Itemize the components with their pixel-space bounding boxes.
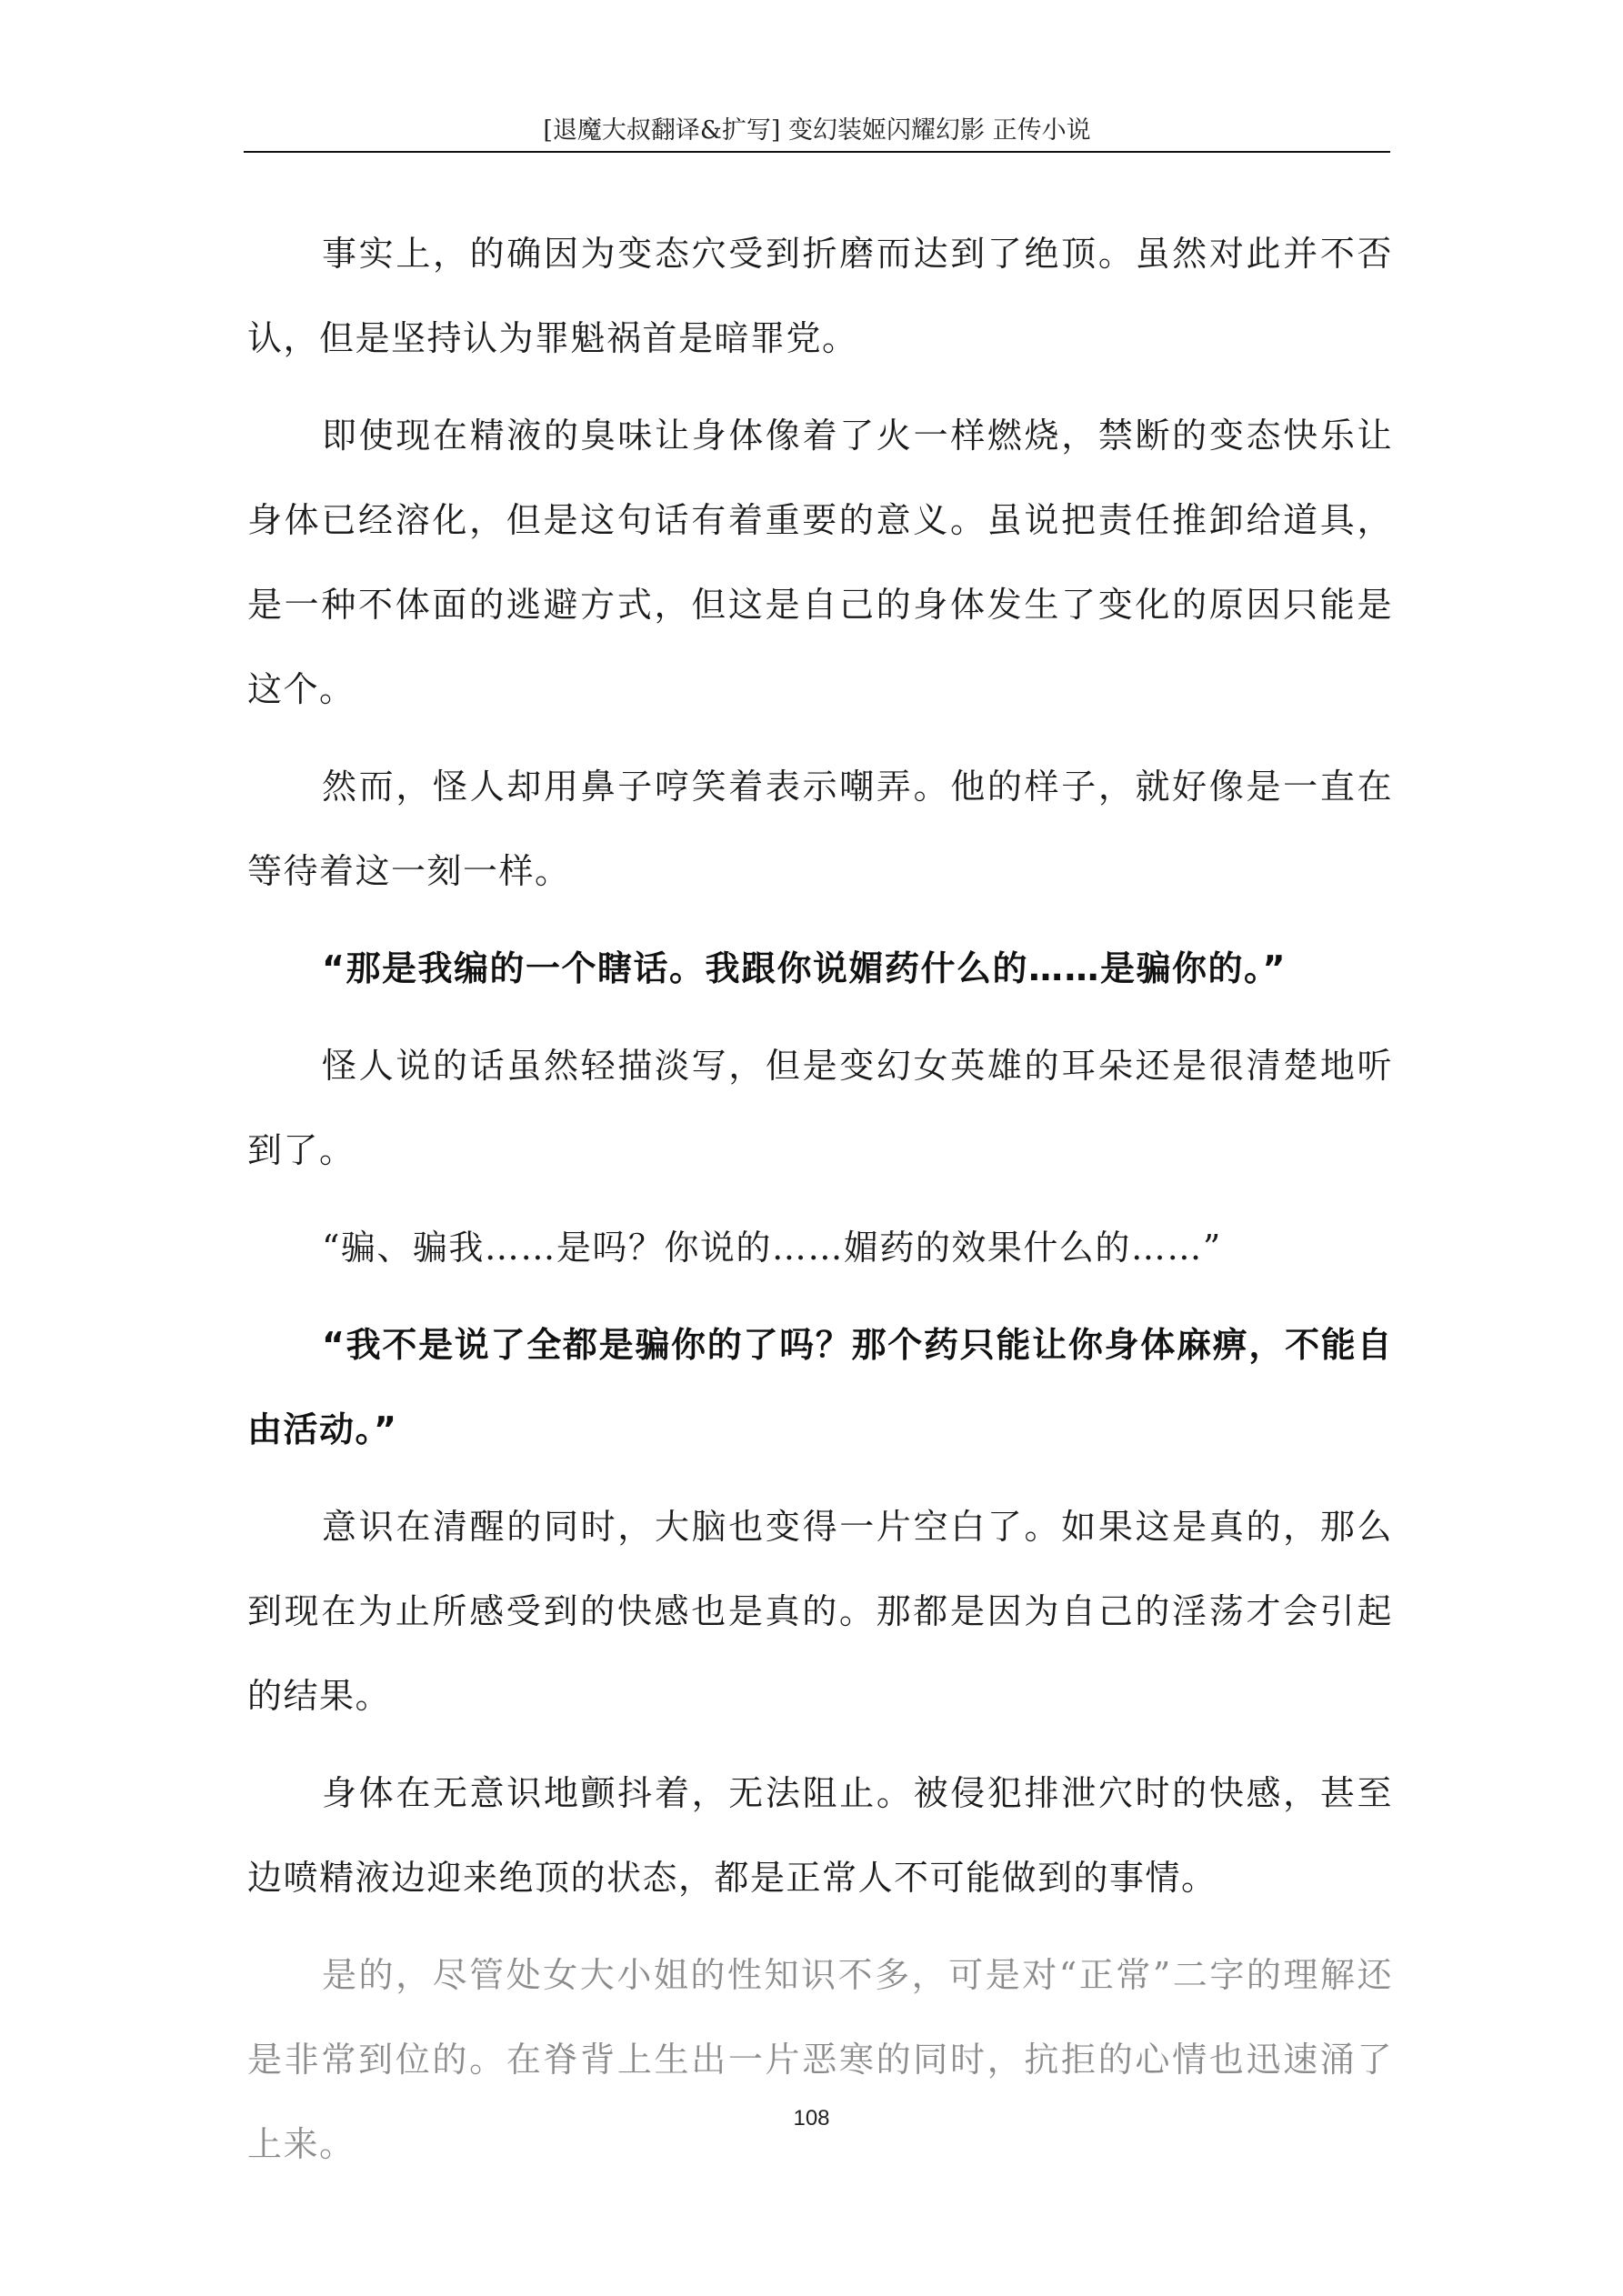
paragraph: 然而，怪人却用鼻子哼笑着表示嘲弄。他的样子，就好像是一直在等待着这一刻一样。 <box>247 767 1393 891</box>
paragraph: 怪人说的话虽然轻描淡写，但是变幻女英雄的耳朵还是很清楚地听到了。 <box>247 1046 1393 1170</box>
page-number: 108 <box>793 2106 830 2131</box>
paragraph: 事实上，的确因为变态穴受到折磨而达到了绝顶。虽然对此并不否认，但是坚持认为罪魁祸首是暗罪党。 <box>247 234 1393 358</box>
paragraph-gray: 是的，尽管处女大小姐的性知识不多，可是对“正常”二字的理解还是非常到位的。在脊背上生出一片恶寒的同时，抗拒的心情也迅速涌了上来。 <box>247 1955 1393 2164</box>
paragraph: 意识在清醒的同时，大脑也变得一片空白了。如果这是真的，那么到现在为止所感受到的快感也是真的。那都是因为自己的淫荡才会引起的结果。 <box>247 1507 1393 1716</box>
paragraph: 即使现在精液的臭味让身体像着了火一样燃烧，禁断的变态快乐让身体已经溶化，但是这句话有着重要的意义。虽说把责任推卸给道具，是一种不体面的逃避方式，但这是自己的身体发生了变化的原因只能是这个。 <box>247 416 1393 709</box>
paragraph: 身体在无意识地颤抖着，无法阻止。被侵犯排泄穴时的快感，甚至边喷精液边迎来绝顶的状态，都是正常人不可能做到的事情。 <box>247 1773 1393 1898</box>
document-body <box>247 212 1393 2200</box>
dialogue-bold: “那是我编的一个瞎话。我跟你说媚药什么的……是骗你的。” <box>322 948 1287 988</box>
header-divider <box>244 151 1390 153</box>
dialogue: “骗、骗我……是吗？你说的……媚药的效果什么的……” <box>322 1228 1222 1268</box>
dialogue-bold: “我不是说了全都是骗你的了吗？那个药只能让你身体麻痹，不能自由活动。” <box>247 1325 1393 1449</box>
page-header-title: [退魔大叔翻译&扩写] 变幻装姬闪耀幻影 正传小说 <box>543 116 1091 145</box>
